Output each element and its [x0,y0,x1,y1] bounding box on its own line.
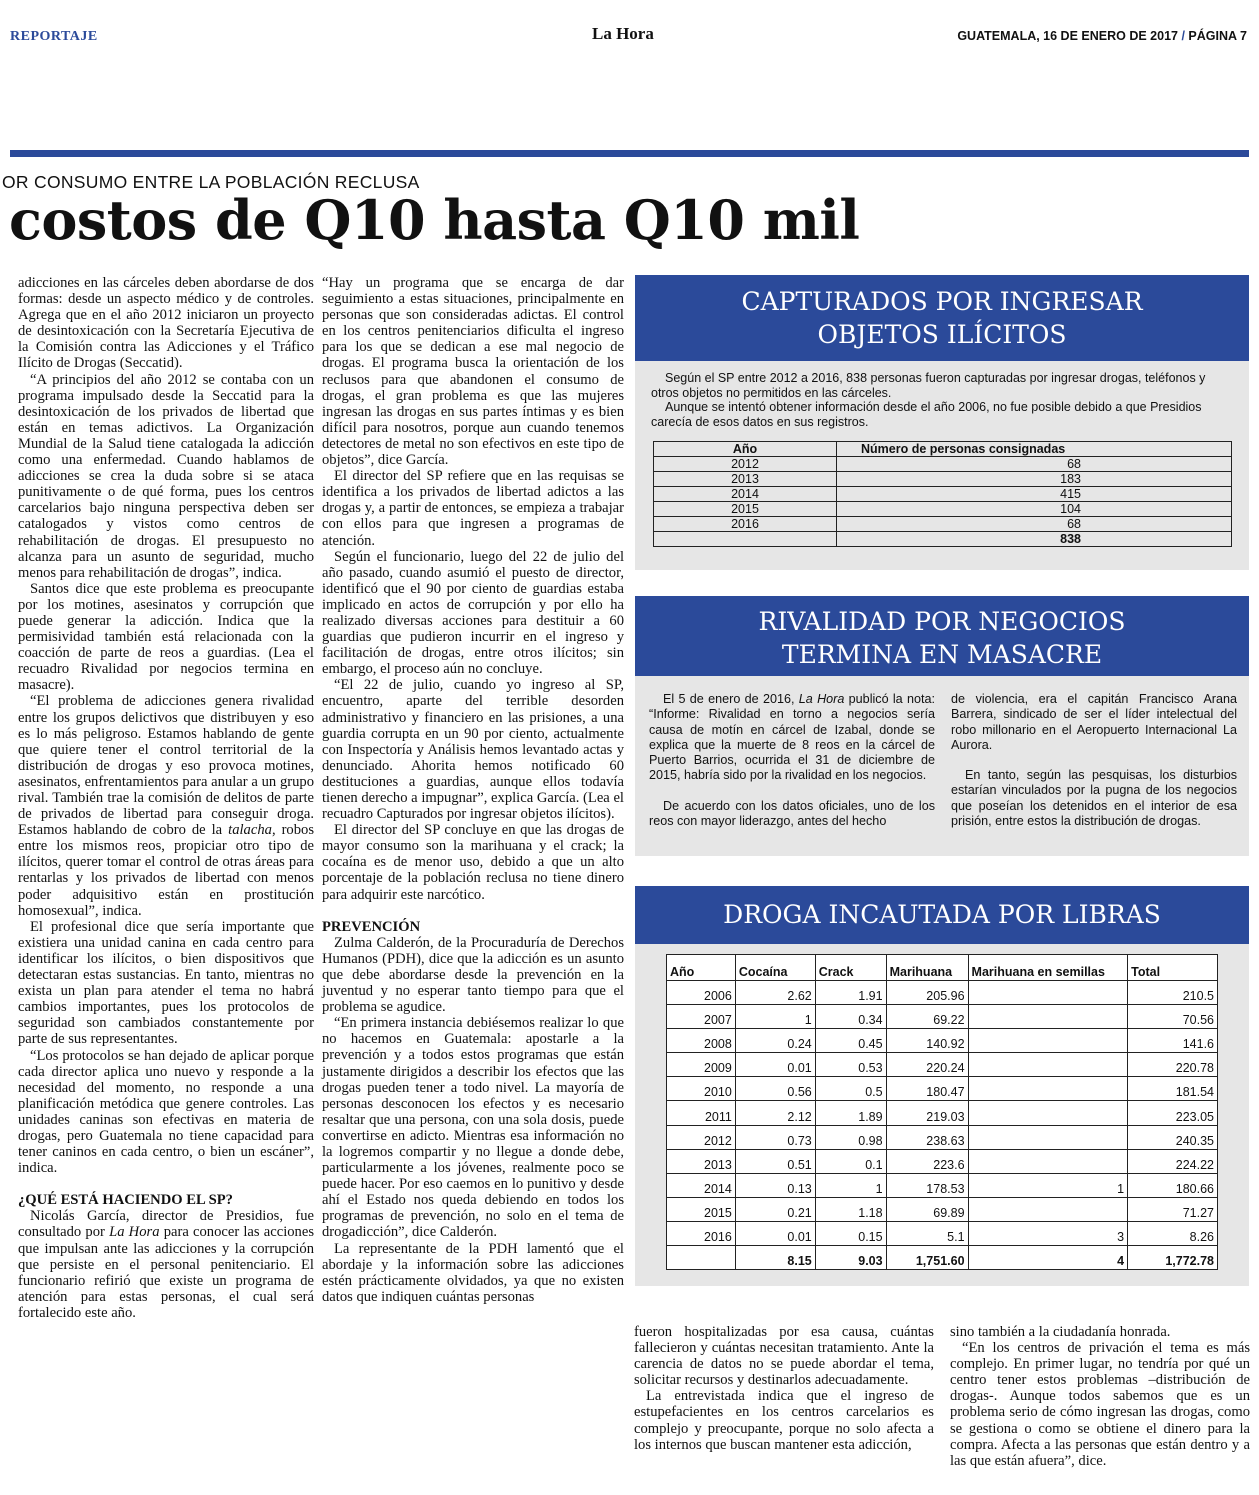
table-cell: 205.96 [886,981,968,1005]
table-row [654,457,1232,472]
table-row [654,472,1232,487]
headline: costos de Q10 hasta Q10 mil [9,188,860,252]
box-column [649,692,935,844]
table-cell: 9.03 [815,1246,886,1270]
kicker: OR CONSUMO ENTRE LA POBLACIÓN RECLUSA [2,172,420,192]
article-column-4 [950,1324,1250,1469]
article-column-2 [322,275,624,1305]
issue-date: GUATEMALA, 16 DE ENERO DE 2017 [957,29,1178,43]
column-header: Año [654,442,837,457]
text-span: La Hora [798,692,845,706]
table-body [667,981,1218,1270]
sidebar-rivalry-box [635,596,1249,856]
table-cell: 0.73 [735,1125,815,1149]
paragraph: “A principios del año 2012 se contaba con un programa impulsado desde la Seccatid para la desintoxicación de los privados de libertad que están en temas adictivos. La Organización Mundial de la Salud tiene catalogada la adicción como una enfermedad. Cuando hablamos de adicciones se crea la duda sobre si se ataca punitivamente o de qué forma, pues los centros carcelarios bajo ninguna perspectiva deben ser catalogados y vistos como centros de rehabilitación de drogas. El presupuesto no alcanza para un asunto de seguridad, mucho menos para rehabilitación de drogas”, indica. [18,371,314,581]
table-cell: 223.05 [1128,1101,1218,1125]
paragraph: adicciones en las cárceles deben abordarse de dos formas: desde un aspecto médico y de controles. Agrega que en el año 2012 iniciaron un proyecto de desintoxicación con la Secretaría Ejecutiva de la Comisión contra las Adicciones y el Tráfico Ilícito de Drogas (Seccatid). [18,275,314,372]
table-cell: 0.15 [815,1221,886,1245]
table-cell [968,981,1128,1005]
table-cell: 240.35 [1128,1125,1218,1149]
box-title-line: OBJETOS ILÍCITOS [817,320,1067,349]
column-header: Cocaína [735,955,815,981]
article-column-1 [18,275,314,1321]
table-row [654,517,1232,532]
table-cell: 2.62 [735,981,815,1005]
table-row [667,1125,1218,1149]
table-header-row [654,442,1232,457]
paragraph: “En los centros de privación el tema es más complejo. En primer lugar, no tendría por qué un centro tener estos problemas –distribución de drogas-. Aunque todos sabemos que es un problema serio de cómo ingresan las drogas, como se gestiona o como se obtiene el dinero para la compra. Afecta a las personas que están dentro y a las que están afuera”, dice. [950,1340,1250,1469]
paragraph: La representante de la PDH lamentó que el abordaje y la información sobre las adicciones estén prácticamente olvidados, ya que no existen datos que indiquen cuántas personas [322,1240,624,1305]
table-row [667,1101,1218,1125]
table-row [667,1005,1218,1029]
table-cell: 69.22 [886,1005,968,1029]
subheading: PREVENCIÓN [322,918,421,935]
paragraph: “En primera instancia debiésemos realizar lo que no hacemos en Guatemala: apostarle a la prevención y a todos estos programas que están justamente dirigidos a describir los efectos que las drogas pueden tener a todo nivel. La mayoría de personas desconocen los efectos y es necesario resaltar que una persona, con una sola dosis, puede convertirse en adicto. Mientras esa información no la logremos compartir y no llegue a donde debe, particularmente a los jóvenes, realmente poco se puede hacer. Por eso caemos en lo punitivo y desde ahí el Estado nos queda debiendo en todos los programas de prevención, no solo en el tema de drogadicción”, dice Calderón. [322,1015,624,1241]
paragraph: De acuerdo con los datos oficiales, uno de los reos con mayor liderazgo, antes del hecho [649,798,935,829]
table-cell: 0.01 [735,1221,815,1245]
newspaper-logo: La Hora [592,24,654,43]
paragraph: “El problema de adicciones genera rivalidad entre los grupos delictivos que distribuyen y eso es lo más peligroso. Estamos hablando de gente que quiere tener el control territorial de la distribución de drogas y eso provoca motines, asesinatos, enfrentamientos para anular a un grupo rival. También trae la comisión de delitos de parte de privados de libertad para conseguir droga. Estamos hablando de cobro de la talacha, robos entre los mismos reos, propiciar otro tipo de ilícitos, querer tomar el control de otras áreas para rentarlas y los privados de libertad con menos poder adquisitivo están en prostitución homosexual”, indica. [18,693,314,919]
table-cell: 415 [837,487,1232,502]
paragraph: Santos dice que este problema es preocupante por los motines, asesinatos y corrupción que puede generar la adicción. Indica que la permisividad también está relacionada con la coacción de parte de reos a guardias. (Lea el recuadro Rivalidad por negocios termina en masacre). [18,580,314,694]
table-cell: 180.47 [886,1077,968,1101]
table-cell: 71.27 [1128,1197,1218,1221]
table-cell: 8.15 [735,1246,815,1270]
table-cell: 1.89 [815,1101,886,1125]
table-cell [968,1005,1128,1029]
table-cell: 1 [968,1173,1128,1197]
box-title-line: RIVALIDAD POR NEGOCIOS [758,607,1126,636]
table-row [667,1221,1218,1245]
table-cell: 2011 [667,1101,736,1125]
table-cell: 220.78 [1128,1053,1218,1077]
table-row [667,1173,1218,1197]
paragraph: de violencia, era el capitán Francisco Arana Barrera, sindicado de ser el líder intelectual del robo millonario en el Aeropuerto Internacional La Aurora. [951,692,1237,752]
captured-table [653,441,1232,547]
table-cell: 104 [837,502,1232,517]
table-cell: 69.89 [886,1197,968,1221]
table-cell: 2015 [654,502,837,517]
table-cell: 0.34 [815,1005,886,1029]
column-header: Año [667,955,736,981]
table-cell: 2007 [667,1005,736,1029]
paragraph: Según el funcionario, luego del 22 de julio del año pasado, cuando asumió el puesto de director, identificó que el 90 por ciento de guardias estaba implicado en actos de corrupción y por ello ha realizado diversas acciones para destituir a 60 guardias que pudieron incurrir en el ingreso y facilitación de drogas, entre otros ilícitos; sin embargo, el proceso aún no concluye. [322,548,624,678]
table-row [654,487,1232,502]
header-rule [10,150,1249,157]
table-total-row [667,1246,1218,1270]
table-cell: 70.56 [1128,1005,1218,1029]
table-cell: 0.45 [815,1029,886,1053]
column-header: Total [1128,955,1218,981]
table-cell: 0.01 [735,1053,815,1077]
table-cell: 8.26 [1128,1221,1218,1245]
table-total-row [654,532,1232,547]
table-cell: 2016 [667,1221,736,1245]
table-cell: 1.18 [815,1197,886,1221]
table-row [667,1029,1218,1053]
box-title-line: TERMINA EN MASACRE [781,640,1103,669]
table-cell [667,1246,736,1270]
table-cell: 2008 [667,1029,736,1053]
table-cell: 220.24 [886,1053,968,1077]
table-cell: 68 [837,457,1232,472]
table-cell: 0.56 [735,1077,815,1101]
table-row [667,981,1218,1005]
table-cell: 5.1 [886,1221,968,1245]
table-cell [654,532,837,547]
paragraph: sino también a la ciudadanía honrada. [950,1324,1171,1340]
table-cell: 2006 [667,981,736,1005]
table-header-row [667,955,1218,981]
table-cell: 0.24 [735,1029,815,1053]
box-intro [635,361,1249,429]
box-column [951,692,1237,844]
table-cell [968,1029,1128,1053]
table-cell [968,1149,1128,1173]
table-cell: 2015 [667,1197,736,1221]
subheading: ¿QUÉ ESTÁ HACIENDO EL SP? [18,1192,233,1209]
paragraph: La entrevistada indica que el ingreso de estupefacientes en los centros carcelarios es complejo y preocupante, porque no solo afecta a los internos que buscan mantener esta adicción, [634,1388,934,1453]
box-title [635,275,1249,361]
table-cell: 2010 [667,1077,736,1101]
table-cell: 1 [815,1173,886,1197]
table-cell: 181.54 [1128,1077,1218,1101]
table-cell: 1 [735,1005,815,1029]
table-cell: 180.66 [1128,1173,1218,1197]
table-cell: 0.13 [735,1173,815,1197]
table-cell: 141.6 [1128,1029,1218,1053]
table-cell: 224.22 [1128,1149,1218,1173]
table-cell [968,1125,1128,1149]
table-cell: 2013 [667,1149,736,1173]
table-cell: 223.6 [886,1149,968,1173]
table-cell: 0.5 [815,1077,886,1101]
paragraph: Aunque se intentó obtener información desde el año 2006, no fue posible debido a que Presidios carecía de esos datos en sus registros. [651,400,1202,429]
table-cell: 0.98 [815,1125,886,1149]
table-cell: 2014 [654,487,837,502]
table-row [667,1149,1218,1173]
table-cell: 0.53 [815,1053,886,1077]
paragraph: En tanto, según las pesquisas, los disturbios estarían vinculados por la pugna de los negocios que poseían los detenidos en el interior de esa prisión, entre estos la distribución de drogas. [951,768,1237,829]
table-row [667,1197,1218,1221]
table-row [667,1077,1218,1101]
paragraph: fueron hospitalizadas por esa causa, cuántas fallecieron y cuántas necesitan tratamiento. Ante la carencia de datos no se puede abordar el tema, solicitar recursos y destinarlos adecuadamente. [634,1324,934,1389]
table-row [667,1053,1218,1077]
paragraph: “Hay un programa que se encarga de dar seguimiento a estas situaciones, principalmente en personas que son consideradas adictas. El control en los centros penitenciarios dificulta el ingreso para los que se dedican a ese mal negocio de drogas. El programa busca la orientación de los reclusos para que abandonen el consumo de drogas, el gran problema es que las mujeres ingresan las drogas en sus partes íntimas y es bien difícil para nosotros, porque aun cuando tenemos detectores de metal no son efectivos en este tipo de objetos”, dice García. [322,275,624,469]
article-column-3 [634,1324,934,1453]
table-cell: 2.12 [735,1101,815,1125]
table-cell: 210.5 [1128,981,1218,1005]
box-title-line: CAPTURADOS POR INGRESAR [741,287,1143,316]
table-cell: 1.91 [815,981,886,1005]
table-cell: 2014 [667,1173,736,1197]
table-cell [968,1077,1128,1101]
column-header: Crack [815,955,886,981]
paragraph: Nicolás García, director de Presidios, fue consultado por La Hora para conocer las acciones que impulsan ante las adicciones y la corrupción que persiste en el personal penitenciario. El funcionario refirió que existe un programa de atención para estas personas, el cual será fortalecido este año. [18,1208,315,1321]
table-cell: 238.63 [886,1125,968,1149]
paragraph: El profesional dice que sería importante que existiera una unidad canina en cada centro para identificar los ilícitos, o bien dispositivos que detectaran estas sustancias. En tanto, mientras no exista un plan para atender el tema no habrá cambios importantes, pues los protocolos de seguridad son cambiados constantemente por parte de sus representantes. [18,918,314,1048]
column-header: Número de personas consignadas [837,442,1232,457]
paragraph: “Los protocolos se han dejado de aplicar porque cada director aplica uno nuevo y responde a la necesidad del momento, no responde a una planificación metódica que genere controles. Las unidades caninas son efectivas en materia de drogas, pero Guatemala no tiene capacidad para tener caninos en cada centro, o bien un escáner”, indica. [18,1047,314,1177]
table-cell: 1,751.60 [886,1246,968,1270]
paragraph: Zulma Calderón, de la Procuraduría de Derechos Humanos (PDH), dice que la adicción es un asunto que debe abordarse desde la prevención en la juventud y no esperar tanto tiempo para que el problema se agudice. [322,934,624,1016]
table-cell: 140.92 [886,1029,968,1053]
table-cell: 0.21 [735,1197,815,1221]
sidebar-captured-box [635,275,1249,570]
table-cell: 1,772.78 [1128,1246,1218,1270]
box-title [635,596,1249,676]
paragraph: El director del SP concluye en que las drogas de mayor consumo son la marihuana y el crack; la cocaína es de menor uso, debido a que un alto porcentaje de la población reclusa no tiene dinero para adquirir este narcótico. [322,822,624,903]
table-row [654,502,1232,517]
table-cell: 2012 [654,457,837,472]
table-cell: 219.03 [886,1101,968,1125]
table-cell: 2012 [667,1125,736,1149]
text-span: publicó la nota: “Informe: Rivalidad en torno a negocios sería causa de motín en cárcel de Izabal, donde se explica que la muerte de 8 reos en la cárcel de Puerto Barrios, ocurrida el 31 de diciembre de 2015, habría sido por la rivalidad en los negocios. [649,692,936,783]
paragraph [649,692,935,784]
column-header: Marihuana en semillas [968,955,1128,981]
paragraph: “El 22 de julio, cuando yo ingreso al SP, encuentro, aparte del terrible desorden administrativo y financiero en las prisiones, a una guardia corrupta en un 90 por ciento, actualmente con Inspectoría y Análisis hemos levantado actas y denunciado. Ahorita hemos notificado 60 destituciones a guardias, aunque ellos todavía tienen derecho a impugnar”, explica García. (Lea el recuadro Capturados por ingresar objetos ilícitos). [322,677,624,823]
table-cell: 0.1 [815,1149,886,1173]
box-title: DROGA INCAUTADA POR LIBRAS [635,886,1249,944]
table-cell: 838 [837,532,1232,547]
paragraph: El director del SP refiere que en las requisas se identifica a los privados de libertad adictos a las drogas y, a partir de entonces, se empieza a trabajar con ellos para que ingresen a programas de atención. [322,468,624,549]
text-span: El 5 de enero de 2016, [663,692,799,706]
column-header: Marihuana [886,955,968,981]
seized-drugs-table [666,954,1218,1270]
table-cell: 2016 [654,517,837,532]
table-cell: 178.53 [886,1173,968,1197]
table-cell [968,1053,1128,1077]
table-cell: 3 [968,1221,1128,1245]
table-cell: 4 [968,1246,1128,1270]
table-cell: 183 [837,472,1232,487]
paragraph: Según el SP entre 2012 a 2016, 838 personas fueron capturadas por ingresar drogas, teléfonos y otros objetos no permitidos en las cárceles. [651,371,1206,400]
table-cell [968,1197,1128,1221]
page-number: PÁGINA 7 [1188,29,1247,43]
table-cell: 0.51 [735,1149,815,1173]
section-label: REPORTAJE [10,29,98,44]
table-cell: 68 [837,517,1232,532]
table-cell [968,1101,1128,1125]
table-cell: 2009 [667,1053,736,1077]
date-and-page: GUATEMALA, 16 DE ENERO DE 2017 / PÁGINA 7 [957,29,1247,43]
table-cell: 2013 [654,472,837,487]
